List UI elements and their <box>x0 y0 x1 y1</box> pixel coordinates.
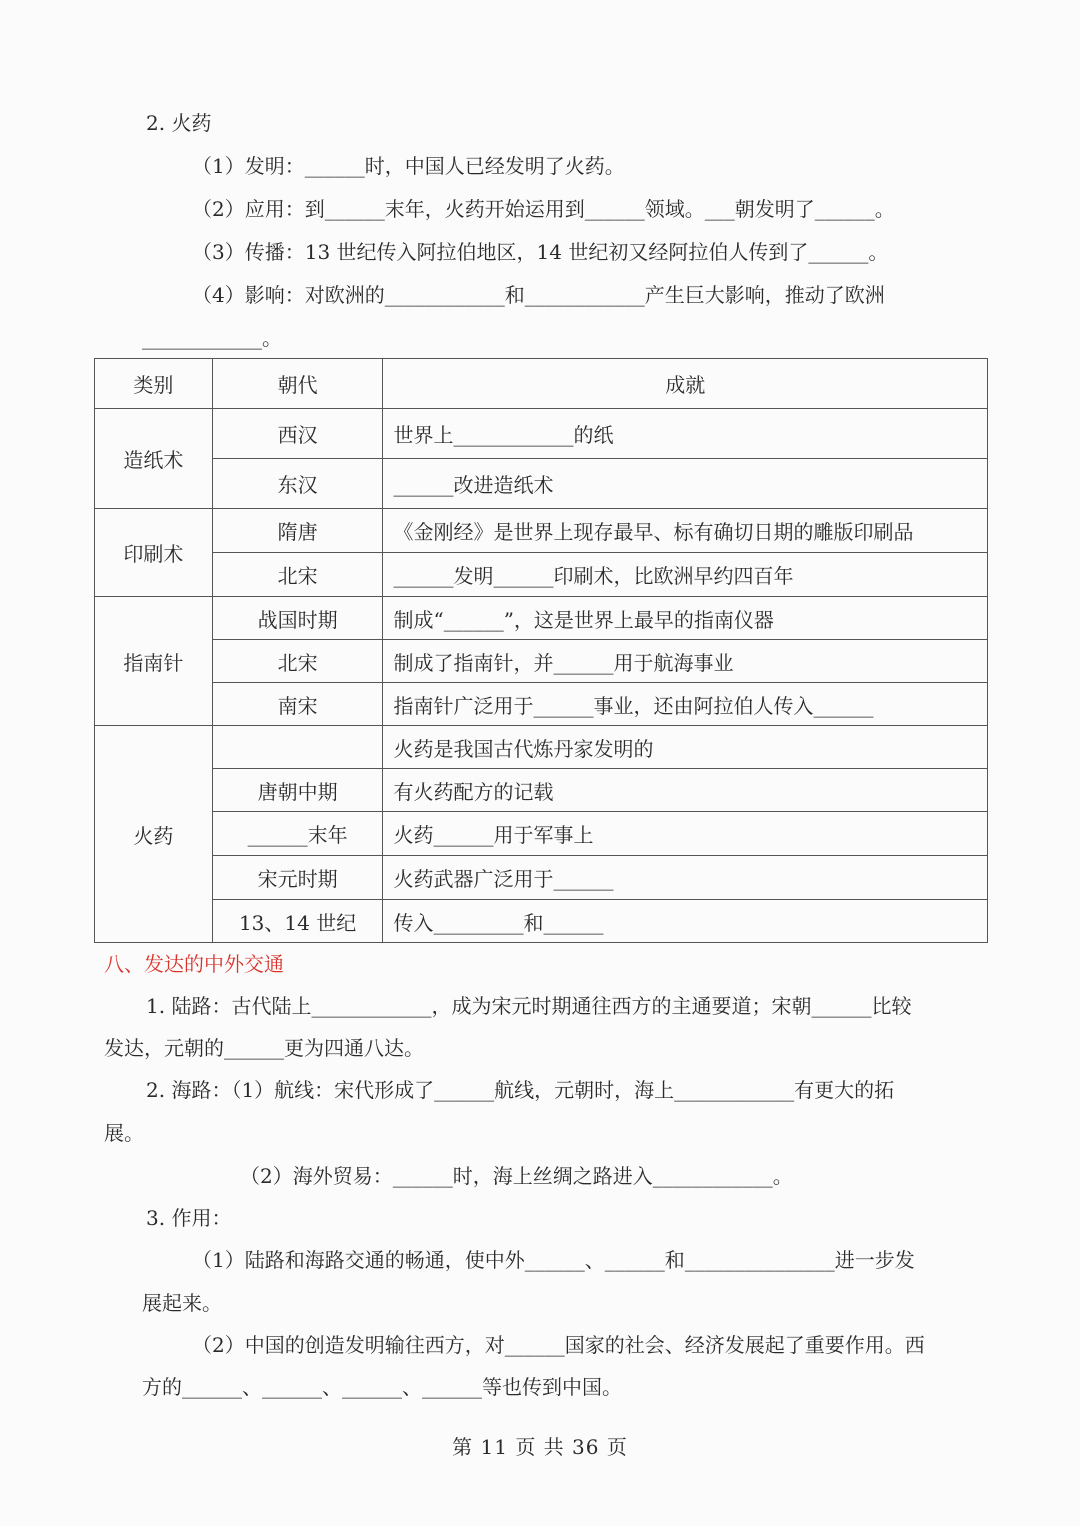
achievement-cell: 火药______用于军事上 <box>383 812 988 856</box>
dynasty-cell <box>212 726 383 769</box>
table-row <box>95 553 988 597</box>
effect-heading: 3. 作用： <box>146 1206 232 1230</box>
dynasty-cell: 北宋 <box>212 553 383 597</box>
achievement-cell: 火药是我国古代炼丹家发明的 <box>383 726 988 769</box>
table-row <box>95 459 988 509</box>
table-row <box>95 683 988 726</box>
question-impact: （4）影响：对欧洲的____________和____________产生巨大影响，推动了欧洲 <box>192 283 885 307</box>
sea-route-line1: 2. 海路：（1）航线：宋代形成了______航线，元朝时，海上____________有更大的拓 <box>146 1078 895 1102</box>
table-header-row <box>95 359 988 409</box>
dynasty-cell: 东汉 <box>212 459 383 509</box>
header-category: 类别 <box>95 359 213 409</box>
table-row <box>95 509 988 553</box>
achievement-cell: 制成“______”，这是世界上最早的指南仪器 <box>383 597 988 640</box>
table-row <box>95 640 988 683</box>
dynasty-cell: 南宋 <box>212 683 383 726</box>
effect-1-line2: 展起来。 <box>142 1291 222 1315</box>
table-row <box>95 812 988 856</box>
dynasty-cell: 战国时期 <box>212 597 383 640</box>
achievement-cell: ______改进造纸术 <box>383 459 988 509</box>
land-route-line2: 发达，元朝的______更为四通八达。 <box>104 1036 424 1060</box>
question-impact-cont: ____________。 <box>142 326 282 350</box>
dynasty-cell: 西汉 <box>212 409 383 459</box>
category-cell: 印刷术 <box>95 509 213 597</box>
achievement-cell: 有火药配方的记载 <box>383 769 988 812</box>
category-cell: 火药 <box>95 726 213 943</box>
effect-2-line1: （2）中国的创造发明输往西方，对______国家的社会、经济发展起了重要作用。西 <box>192 1333 925 1357</box>
table-row <box>95 900 988 943</box>
dynasty-cell: 宋元时期 <box>212 856 383 900</box>
achievement-cell: 《金刚经》是世界上现存最早、标有确切日期的雕版印刷品 <box>383 509 988 553</box>
achievement-cell: 世界上____________的纸 <box>383 409 988 459</box>
question-application: （2）应用：到______末年，火药开始运用到______领域。___朝发明了______。 <box>192 197 895 221</box>
header-dynasty: 朝代 <box>212 359 383 409</box>
effect-1-line1: （1）陆路和海路交通的畅通，使中外______、______和_______________进一步发 <box>192 1248 915 1272</box>
question-invention: （1）发明：______时，中国人已经发明了火药。 <box>192 154 625 178</box>
header-achievement: 成就 <box>383 359 988 409</box>
table-row <box>95 726 988 769</box>
table-row <box>95 409 988 459</box>
dynasty-cell: 隋唐 <box>212 509 383 553</box>
achievement-cell: 指南针广泛用于______事业，还由阿拉伯人传入______ <box>383 683 988 726</box>
achievement-cell: 传入_________和______ <box>383 900 988 943</box>
table-row <box>95 597 988 640</box>
achievement-cell: ______发明______印刷术，比欧洲早约四百年 <box>383 553 988 597</box>
question-spread: （3）传播：13 世纪传入阿拉伯地区，14 世纪初又经阿拉伯人传到了______。 <box>192 240 889 264</box>
page-footer: 第 11 页 共 36 页 <box>452 1435 628 1459</box>
overseas-trade-line: （2）海外贸易：______时，海上丝绸之路进入____________。 <box>240 1164 793 1188</box>
dynasty-cell: 13、14 世纪 <box>212 900 383 943</box>
table-row <box>95 856 988 900</box>
category-cell: 指南针 <box>95 597 213 726</box>
effect-2-line2: 方的______、______、______、______等也传到中国。 <box>142 1375 622 1399</box>
sea-route-line2: 展。 <box>104 1121 144 1145</box>
table-row <box>95 769 988 812</box>
category-cell: 造纸术 <box>95 409 213 509</box>
dynasty-cell: 唐朝中期 <box>212 769 383 812</box>
land-route-line1: 1. 陆路：古代陆上____________，成为宋元时期通往西方的主通要道；宋朝______比较 <box>146 994 912 1018</box>
achievement-cell: 火药武器广泛用于______ <box>383 856 988 900</box>
achievement-cell: 制成了指南针，并______用于航海事业 <box>383 640 988 683</box>
dynasty-cell: ______末年 <box>212 812 383 856</box>
section-heading-gunpowder: 2. 火药 <box>146 111 212 135</box>
dynasty-cell: 北宋 <box>212 640 383 683</box>
section-title-transport: 八、发达的中外交通 <box>104 952 284 976</box>
inventions-table <box>94 358 988 943</box>
